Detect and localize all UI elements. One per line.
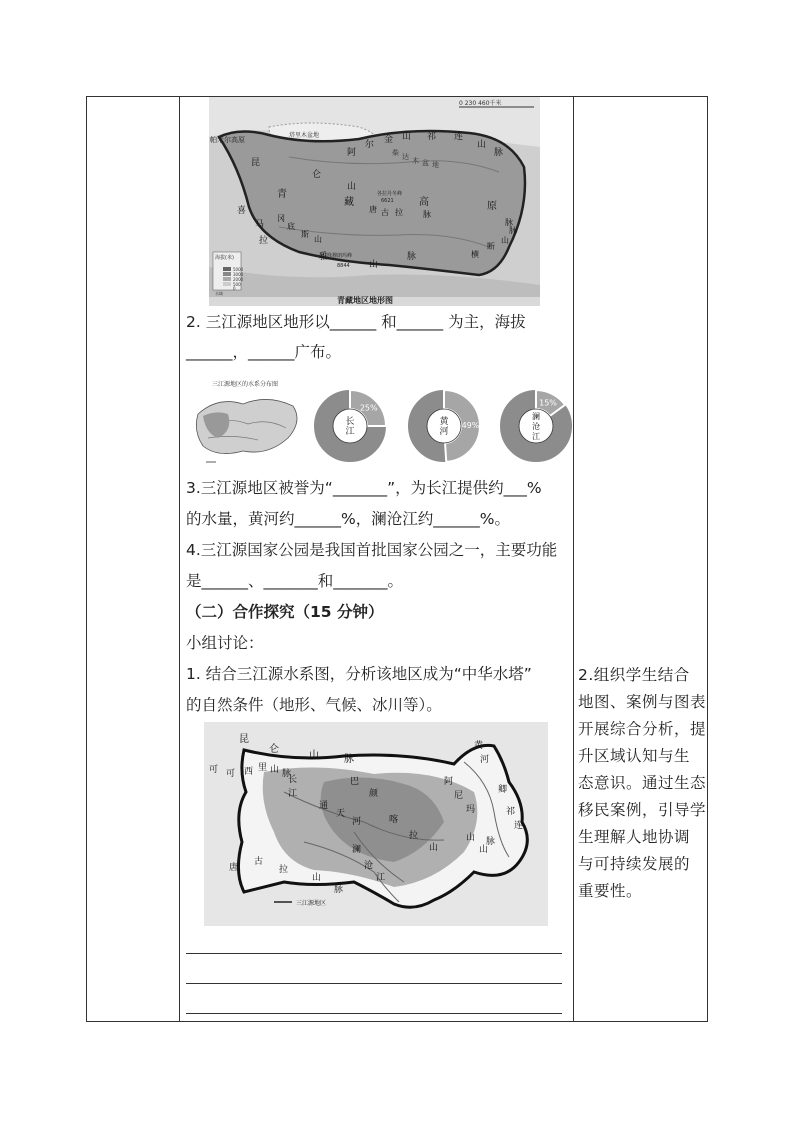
svg-text:里: 里 [258, 763, 268, 773]
svg-text:尼: 尼 [454, 791, 464, 801]
svg-text:山: 山 [477, 140, 487, 150]
svg-text:山: 山 [479, 845, 489, 855]
svg-text:藏: 藏 [344, 197, 354, 208]
svg-text:天: 天 [336, 809, 346, 819]
teaching-note-line: 开展综合分析，提 [578, 720, 707, 738]
svg-text:玛: 玛 [466, 805, 476, 815]
svg-text:昆: 昆 [251, 158, 261, 168]
teaching-note [578, 662, 707, 905]
question-2-line-2: ______，______广布。 [186, 343, 342, 361]
column-divider-2 [573, 97, 574, 1021]
donut-center-label: 江 [532, 432, 540, 441]
svg-text:脉: 脉 [486, 837, 496, 847]
contribution-donut-charts [310, 386, 576, 466]
donut-2 [418, 390, 480, 462]
question-3-line-2: 的水量，黄河约______%，澜沧江约______%。 [186, 510, 510, 528]
svg-text:盆: 盆 [422, 159, 429, 167]
svg-text:500: 500 [233, 282, 241, 287]
svg-text:可: 可 [226, 769, 236, 779]
svg-text:高: 高 [419, 197, 429, 208]
svg-text:横: 横 [471, 250, 479, 259]
svg-text:澜: 澜 [352, 845, 362, 855]
donut-1 [324, 390, 387, 453]
teaching-note-line: 2.组织学生结合 [578, 666, 690, 684]
question-4-line-2: 是______、_______和_______。 [186, 572, 404, 590]
svg-text:卿: 卿 [498, 785, 508, 795]
svg-text:连: 连 [514, 821, 524, 831]
svg-text:昆: 昆 [239, 734, 249, 745]
svg-text:古: 古 [381, 208, 389, 217]
svg-text:古: 古 [254, 857, 264, 867]
svg-text:雅: 雅 [319, 252, 329, 262]
question-2-line-1: 2. 三江源地区地形以______ 和______ 为主，海拔 [186, 313, 526, 331]
donut-3 [510, 390, 566, 453]
donut-center-label: 长 [345, 417, 355, 427]
svg-text:长: 长 [288, 775, 298, 785]
svg-text:脉: 脉 [282, 769, 292, 779]
svg-text:尔: 尔 [365, 140, 375, 150]
donut-center-label: 江 [345, 427, 355, 437]
svg-text:祁: 祁 [506, 807, 516, 817]
svg-text:原: 原 [487, 201, 497, 212]
svg-text:脉: 脉 [344, 754, 354, 765]
qinghai-tibet-terrain-map [209, 97, 540, 306]
svg-text:6621: 6621 [381, 198, 394, 204]
teaching-note-line: 态意识。通过生态 [578, 774, 707, 792]
water-system-mini-map [188, 376, 308, 466]
svg-text:山: 山 [369, 260, 379, 270]
svg-text:5000: 5000 [233, 267, 244, 272]
legend-title: 海拔(米) [215, 255, 234, 261]
svg-text:拉: 拉 [409, 831, 419, 841]
svg-text:斯: 斯 [301, 230, 309, 239]
svg-text:黄: 黄 [474, 741, 484, 751]
answer-line-2 [186, 983, 562, 984]
svg-text:青: 青 [277, 189, 287, 200]
teaching-note-line: 与可持续发展的 [578, 855, 691, 873]
svg-text:江: 江 [288, 789, 298, 799]
svg-text:喀: 喀 [389, 815, 399, 825]
answer-line-1 [186, 953, 562, 954]
svg-text:阿: 阿 [444, 777, 454, 787]
svg-text:阿: 阿 [347, 148, 357, 158]
svg-text:颜: 颜 [369, 789, 379, 799]
svg-text:唐: 唐 [229, 863, 239, 873]
question-3-line-1: 3.三江源地区被誉为“_______”，为长江提供约___% [186, 479, 542, 497]
svg-text:拉: 拉 [395, 208, 403, 217]
svg-text:断: 断 [487, 242, 495, 251]
donut-value-label: 25% [359, 403, 378, 413]
group-discussion-label: 小组讨论： [186, 634, 264, 652]
svg-text:脉: 脉 [509, 226, 517, 235]
column-divider-1 [179, 97, 180, 1021]
svg-text:0: 0 [233, 286, 236, 291]
donut-center-label: 沧 [532, 422, 540, 431]
svg-text:喜: 喜 [237, 206, 247, 216]
svg-text:山: 山 [501, 236, 509, 245]
svg-text:山: 山 [270, 765, 280, 775]
svg-text:山: 山 [312, 873, 322, 883]
svg-text:唐: 唐 [369, 205, 377, 214]
mini-map-title: 三江源地区的水系分布图 [212, 381, 279, 388]
svg-text:冈: 冈 [277, 214, 285, 223]
sanjiangyuan-water-system-map [204, 722, 548, 926]
svg-text:脉: 脉 [494, 148, 504, 158]
svg-text:河: 河 [480, 755, 490, 765]
svg-text:脉: 脉 [334, 885, 344, 895]
svg-text:山: 山 [429, 843, 439, 853]
svg-text:河: 河 [352, 817, 362, 827]
teaching-note-line: 重要性。 [578, 882, 643, 900]
svg-text:山: 山 [309, 750, 319, 761]
donut-value-label: 49% [461, 421, 480, 431]
svg-text:山: 山 [402, 132, 412, 142]
svg-text:金: 金 [384, 135, 394, 145]
svg-text:连: 连 [454, 132, 464, 142]
teaching-note-line: 生理解人地协调 [578, 828, 691, 846]
bottom-map-legend: 三江源地区 [296, 900, 327, 907]
svg-text:柴: 柴 [392, 149, 399, 157]
svg-text:脉: 脉 [407, 252, 417, 262]
svg-text:江: 江 [376, 873, 386, 883]
teaching-note-line: 地图、案例与图表 [578, 693, 707, 711]
svg-text:可: 可 [209, 765, 219, 775]
svg-text:珠穆朗玛峰: 珠穆朗玛峰 [327, 253, 353, 259]
svg-text:西: 西 [244, 767, 254, 777]
discussion-question-line-2: 的自然条件（地形、气候、冰川等）。 [186, 696, 442, 714]
svg-text:山: 山 [347, 182, 357, 192]
svg-text:地: 地 [432, 161, 439, 169]
teaching-note-line: 移民案例，引导学 [578, 801, 707, 819]
svg-text:各拉丹冬峰: 各拉丹冬峰 [377, 191, 403, 197]
svg-text:山: 山 [466, 833, 476, 843]
svg-text:通: 通 [319, 801, 329, 811]
svg-text:达: 达 [402, 153, 409, 161]
svg-text:脉: 脉 [423, 210, 431, 219]
donut-value-label: 15% [539, 398, 557, 408]
donut-center-label: 澜 [532, 412, 540, 421]
svg-text:2000: 2000 [233, 277, 244, 282]
svg-text:仑: 仑 [269, 744, 279, 755]
discussion-question-line-1: 1. 结合三江源水系图，分析该地区成为“中华水塔” [186, 665, 532, 683]
svg-text:底: 底 [287, 222, 295, 231]
svg-text:拉: 拉 [259, 236, 269, 246]
svg-text:巴: 巴 [350, 777, 360, 787]
svg-text:木: 木 [412, 157, 419, 165]
donut-center-label: 河 [439, 427, 449, 437]
svg-text:脉: 脉 [505, 218, 513, 227]
svg-text:8844: 8844 [337, 263, 350, 269]
svg-text:帕米尔高原: 帕米尔高原 [210, 136, 245, 144]
svg-text:山: 山 [314, 235, 322, 244]
svg-text:马: 马 [255, 220, 265, 230]
svg-text:拉: 拉 [279, 865, 289, 875]
donut-center-label: 黄 [439, 417, 449, 427]
svg-text:沧: 沧 [364, 861, 374, 871]
question-4-line-1: 4.三江源国家公园是我国首批国家公园之一，主要功能 [186, 541, 558, 559]
map-caption: 青藏地区地形图 [337, 296, 393, 305]
svg-text:水域: 水域 [215, 291, 223, 296]
map-scale: 0 230 460千米 [459, 100, 502, 107]
teaching-note-line: 升区域认知与生 [578, 747, 691, 765]
svg-text:仑: 仑 [312, 170, 322, 180]
answer-line-3 [186, 1013, 562, 1014]
svg-text:3000: 3000 [233, 272, 244, 277]
svg-text:塔里木盆地: 塔里木盆地 [289, 132, 320, 139]
svg-text:祁: 祁 [427, 132, 437, 142]
section-heading: （二）合作探究（15 分钟） [186, 603, 384, 621]
